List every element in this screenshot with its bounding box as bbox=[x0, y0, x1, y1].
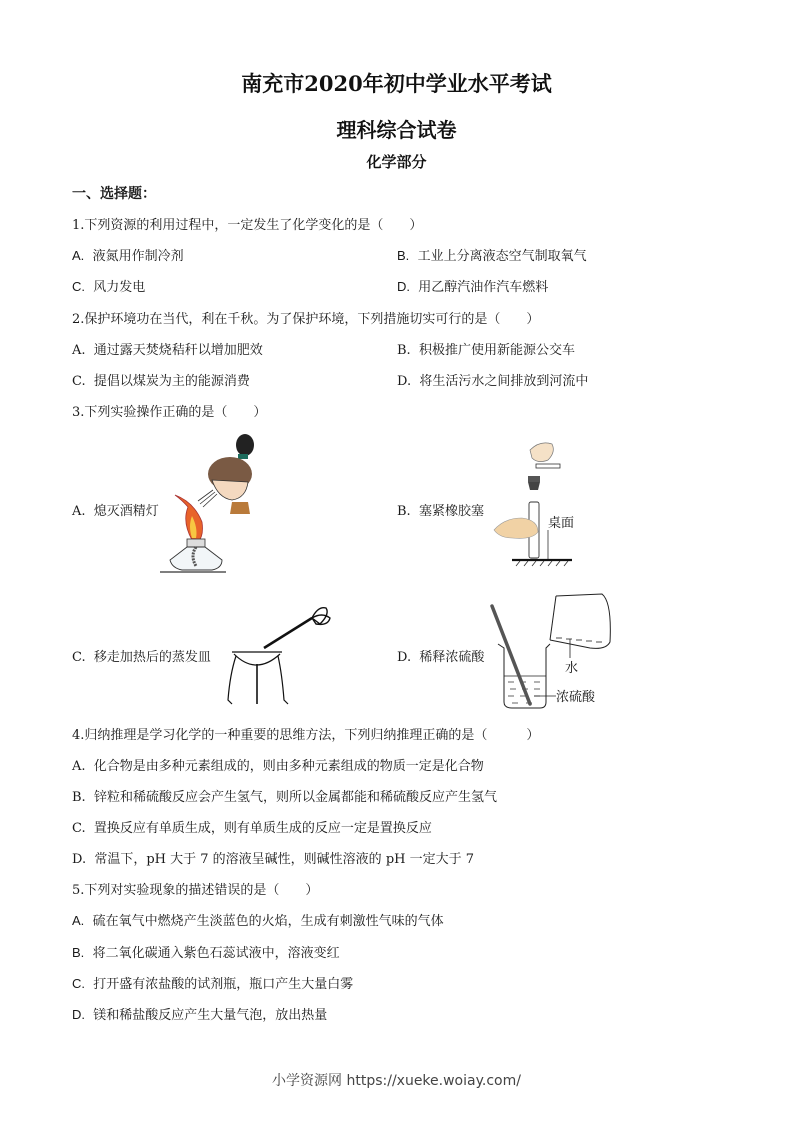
acid-dilution-figure bbox=[490, 592, 620, 710]
question-3-stem: 3.下列实验操作正确的是（ ） bbox=[72, 405, 267, 420]
option-letter: C. bbox=[72, 976, 85, 991]
question-5-stem: 5.下列对实验现象的描述错误的是（ ） bbox=[72, 883, 319, 898]
question-1-option-b bbox=[397, 245, 587, 264]
option-text: 稀释浓硫酸 bbox=[419, 650, 485, 665]
option-letter: A. bbox=[72, 504, 86, 519]
option-text: 液氮用作制冷剂 bbox=[92, 249, 184, 264]
section-heading: 一、选择题： bbox=[72, 186, 156, 202]
option-letter: D. bbox=[397, 279, 410, 294]
option-text: 积极推广使用新能源公交车 bbox=[418, 343, 575, 358]
option-letter: C. bbox=[72, 821, 86, 836]
option-text: 塞紧橡胶塞 bbox=[418, 504, 484, 519]
evaporating-dish-figure bbox=[226, 604, 336, 708]
question-4-option-a bbox=[72, 755, 484, 774]
question-5-option-b bbox=[72, 942, 340, 961]
option-letter: D. bbox=[397, 650, 412, 665]
option-text: 锌粒和稀硫酸反应会产生氢气，则所以金属都能和稀硫酸反应产生氢气 bbox=[93, 790, 497, 805]
option-letter: B. bbox=[397, 248, 410, 263]
option-letter: C. bbox=[72, 279, 85, 294]
question-2-option-c bbox=[72, 370, 250, 389]
question-5-option-c bbox=[72, 973, 353, 992]
option-letter: A. bbox=[72, 248, 85, 263]
option-letter: C. bbox=[72, 374, 86, 389]
option-letter: B. bbox=[72, 945, 85, 960]
question-3-option-c bbox=[72, 646, 211, 665]
option-text: 打开盛有浓盐酸的试剂瓶，瓶口产生大量白雾 bbox=[93, 977, 354, 992]
test-tube-stopper-figure bbox=[492, 440, 592, 570]
option-letter: B. bbox=[397, 343, 411, 358]
question-4-stem: 4.归纳推理是学习化学的一种重要的思维方法，下列归纳推理正确的是（ ） bbox=[72, 728, 540, 743]
question-1-option-c bbox=[72, 276, 145, 295]
option-text: 常温下，pH 大于 7 的溶液呈碱性，则碱性溶液的 pH 一定大于 7 bbox=[94, 852, 475, 867]
exam-subtitle: 理科综合试卷 bbox=[336, 118, 457, 142]
option-letter: D. bbox=[72, 1007, 85, 1022]
option-letter: D. bbox=[72, 852, 87, 867]
option-text: 化合物是由多种元素组成的，则由多种元素组成的物质一定是化合物 bbox=[93, 759, 484, 774]
option-letter: B. bbox=[72, 790, 86, 805]
watermark-footer: 小学资源网 https://xueke.woiay.com/ bbox=[272, 1073, 521, 1089]
option-text: 硫在氧气中燃烧产生淡蓝色的火焰，生成有刺激性气味的气体 bbox=[92, 914, 444, 929]
option-letter: A. bbox=[72, 759, 86, 774]
question-5-option-d bbox=[72, 1004, 327, 1023]
question-3-option-b bbox=[397, 500, 484, 519]
option-text: 将二氧化碳通入紫色石蕊试液中，溶液变红 bbox=[92, 946, 340, 961]
option-text: 通过露天焚烧秸秆以增加肥效 bbox=[93, 343, 263, 358]
question-4-option-d bbox=[72, 848, 474, 867]
option-letter: D. bbox=[397, 374, 412, 389]
option-letter: C. bbox=[72, 650, 86, 665]
option-text: 移走加热后的蒸发皿 bbox=[93, 650, 211, 665]
option-letter: A. bbox=[72, 343, 86, 358]
exam-title: 南充市2020年初中学业水平考试 bbox=[241, 71, 552, 96]
question-4-option-b bbox=[72, 786, 497, 805]
option-text: 用乙醇汽油作汽车燃料 bbox=[418, 280, 549, 295]
option-text: 熄灭酒精灯 bbox=[93, 504, 159, 519]
option-text: 将生活污水之间排放到河流中 bbox=[419, 374, 589, 389]
alcohol-lamp-figure bbox=[160, 432, 260, 574]
option-text: 提倡以煤炭为主的能源消费 bbox=[93, 374, 250, 389]
desk-label: 桌面 bbox=[548, 516, 575, 531]
question-1-option-d bbox=[397, 276, 548, 295]
option-letter: B. bbox=[397, 504, 411, 519]
question-1-stem: 1.下列资源的利用过程中，一定发生了化学变化的是（ ） bbox=[72, 218, 423, 233]
question-2-stem: 2.保护环境功在当代，利在千秋。为了保护环境，下列措施切实可行的是（ ） bbox=[72, 312, 540, 327]
option-text: 工业上分离液态空气制取氧气 bbox=[417, 249, 587, 264]
acid-label: 浓硫酸 bbox=[556, 690, 596, 705]
question-3-option-d bbox=[397, 646, 484, 665]
question-2-option-d bbox=[397, 370, 588, 389]
exam-part: 化学部分 bbox=[366, 153, 427, 171]
option-text: 置换反应有单质生成，则有单质生成的反应一定是置换反应 bbox=[93, 821, 432, 836]
option-text: 风力发电 bbox=[93, 280, 146, 295]
question-5-option-a bbox=[72, 910, 444, 929]
water-label: 水 bbox=[565, 661, 579, 676]
option-letter: A. bbox=[72, 913, 85, 928]
question-2-option-a bbox=[72, 339, 263, 358]
option-text: 镁和稀盐酸反应产生大量气泡，放出热量 bbox=[93, 1008, 328, 1023]
question-1-option-a bbox=[72, 245, 184, 264]
question-3-option-a bbox=[72, 500, 159, 519]
question-2-option-b bbox=[397, 339, 575, 358]
question-4-option-c bbox=[72, 817, 432, 836]
